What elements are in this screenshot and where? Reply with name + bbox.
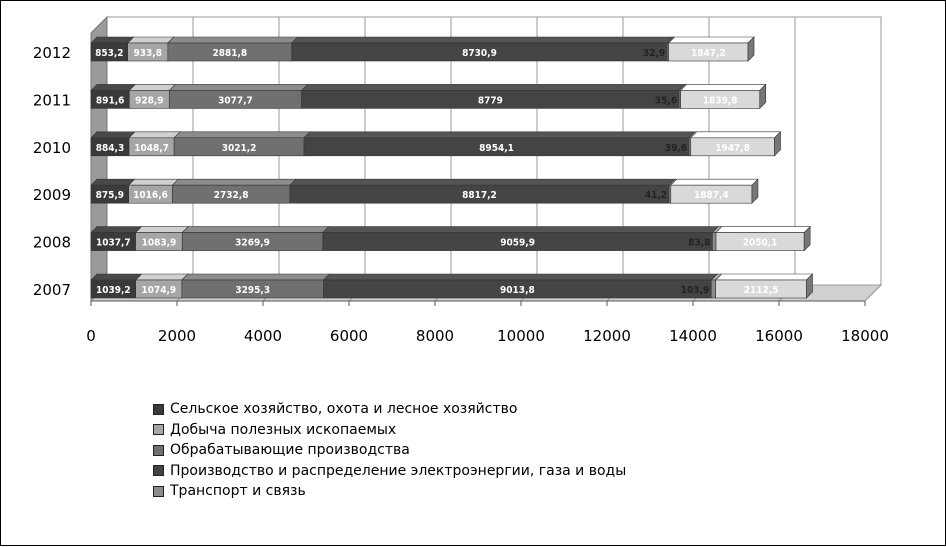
bar-segment-top [716,227,810,233]
data-label: 35,6 [654,95,678,107]
x-tick-label: 0 [86,327,96,345]
bar-segment-top [669,37,754,43]
bar-segment-top [681,84,766,90]
data-label: 928,9 [135,95,164,107]
data-label: 1037,7 [95,237,131,249]
data-label: 1947,8 [715,142,750,154]
bar-segment-top [91,84,135,90]
data-label: 8730,9 [462,48,497,59]
bar-segment-top [691,132,781,138]
data-label: 9013,8 [500,285,535,296]
y-tick-label: 2009 [32,186,71,205]
data-label: 32,9 [642,48,666,59]
data-label: 2050,1 [742,237,778,249]
bar-segment-top [136,227,189,233]
legend-label: Транспорт и связь [170,483,306,500]
x-tick-label: 18000 [841,327,889,345]
y-tick-label: 2012 [32,44,71,62]
bar-segment-top [91,37,134,43]
bar-segment-top [182,274,330,280]
bar-segment-top [182,227,329,233]
y-tick-label: 2010 [32,138,71,157]
data-label: 1083,9 [141,237,177,249]
data-label: 891,6 [95,95,125,107]
data-label: 853,2 [95,48,124,59]
data-label: 8817,2 [462,190,497,202]
bar-segment-top [91,179,135,185]
data-label: 3269,9 [235,237,270,249]
legend [153,399,626,502]
bar-segment-top [91,227,142,233]
bar-segment-top [290,179,675,185]
x-tick-label: 2000 [157,327,197,345]
x-tick-label: 12000 [583,327,631,345]
bar-segment-top [129,84,175,90]
legend-label: Производство и распределение электроэнергии, газа и воды [170,462,627,479]
legend-swatch [153,445,164,456]
legend-item[interactable] [153,440,626,461]
bar-segment-top [304,132,695,138]
y-tick-label: 2007 [32,281,71,299]
bar-segment[interactable] [712,233,716,251]
data-label: 1887,4 [694,190,729,202]
data-label: 1016,6 [133,190,168,202]
data-label: 41,2 [644,190,668,202]
legend-swatch [153,486,164,497]
legend-item[interactable] [153,420,626,441]
bar-segment-top [169,84,307,90]
data-label: 1847,2 [690,48,726,59]
data-label: 933,8 [133,48,162,59]
data-label: 3021,2 [221,142,257,154]
x-tick-label: 6000 [329,327,369,345]
x-tick-label: 14000 [669,327,717,345]
data-label: 1839,8 [702,95,738,107]
data-label: 875,9 [95,190,125,202]
data-label: 103,9 [680,285,710,296]
legend-swatch [153,404,164,415]
data-label: 2732,8 [213,190,249,202]
bar-segment-top [172,179,296,185]
legend-item[interactable] [153,399,626,420]
data-label: 3295,3 [235,285,271,296]
data-label: 8954,1 [479,142,514,154]
bar-segment-top [323,227,719,233]
bar-segment-top [174,132,310,138]
y-tick-label: 2011 [32,91,71,110]
legend-swatch [153,465,164,476]
data-label: 2881,8 [212,48,248,59]
x-tick-label: 10000 [497,327,545,345]
data-label: 8779 [477,95,503,107]
legend-item[interactable] [153,461,626,482]
x-tick-label: 8000 [415,327,455,345]
data-label: 39,6 [664,142,688,154]
bar-segment-top [292,37,673,43]
bar-segment-top [716,274,813,280]
bar-segment-top [671,179,758,185]
data-label: 1074,9 [141,285,177,296]
legend-swatch [153,424,164,435]
legend-label: Сельское хозяйство, охота и лесное хозяйство [170,401,518,418]
x-tick-label: 16000 [755,327,803,345]
data-label: 1048,7 [134,142,169,154]
legend-label: Добыча полезных ископаемых [170,421,397,438]
legend-item[interactable] [153,481,626,502]
bar-segment[interactable] [711,280,715,298]
data-label: 2112,5 [743,285,779,296]
bar-segment-top [136,274,188,280]
data-label: 83,8 [688,237,711,249]
legend-label: Обрабатывающие производства [170,442,410,459]
bar-segment-top [128,37,174,43]
x-tick-label: 4000 [243,327,283,345]
bar-segment-top [129,179,179,185]
bar-segment-top [91,274,142,280]
data-label: 1039,2 [95,285,131,296]
data-label: 9059,9 [500,237,535,249]
bar-segment-top [168,37,298,43]
data-label: 884,3 [95,142,125,154]
data-label: 3077,7 [218,95,253,107]
bar-segment-top [302,84,685,90]
bar-segment-top [91,132,135,138]
bar-segment-top [129,132,180,138]
y-tick-label: 2008 [32,233,71,252]
bar-segment-top [324,274,718,280]
